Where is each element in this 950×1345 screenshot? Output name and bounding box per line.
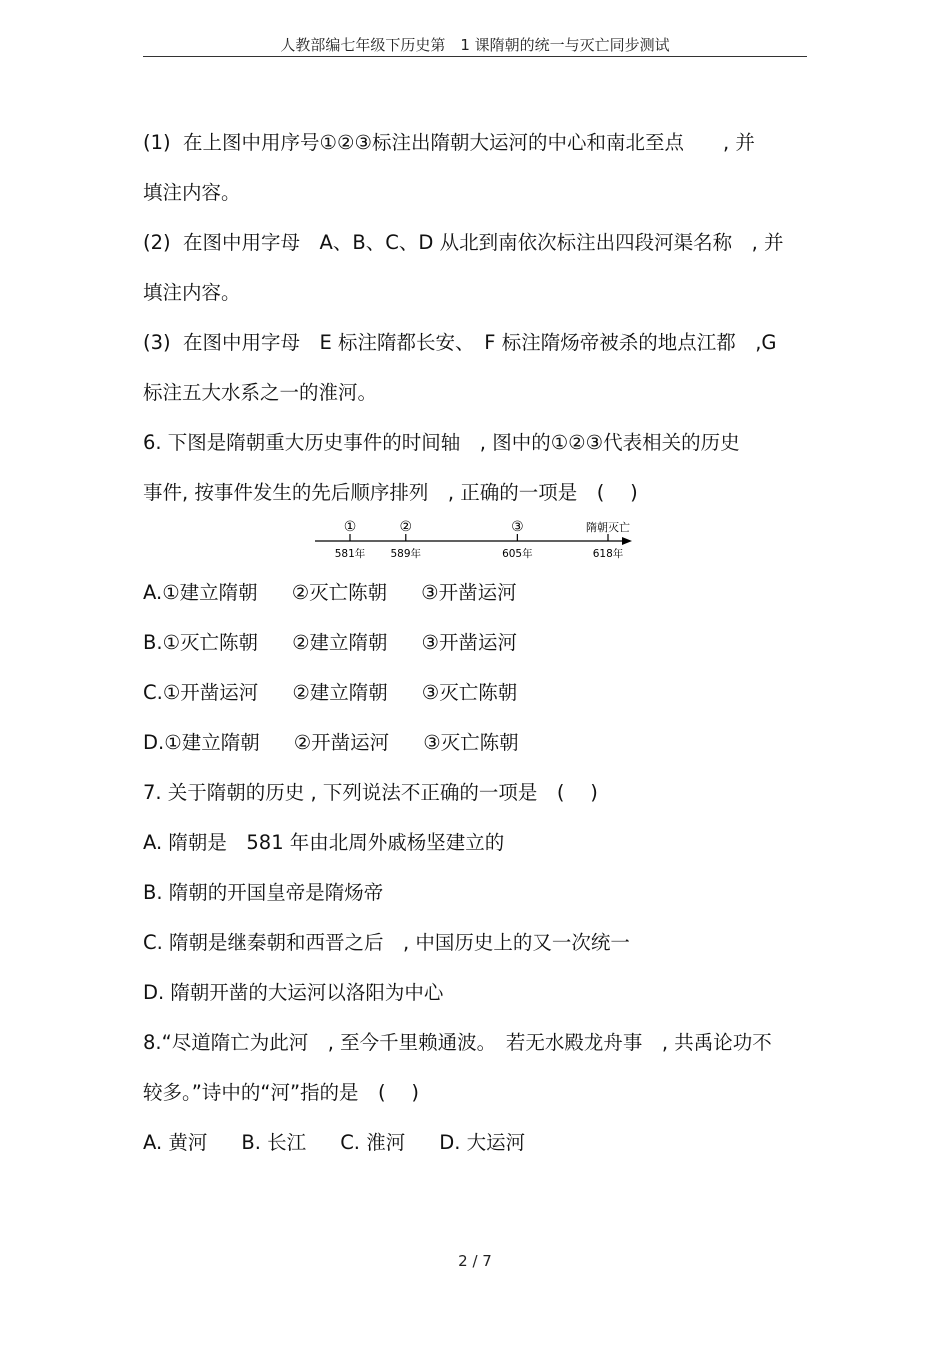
timeline-event-label-2: ② xyxy=(399,519,413,535)
q7-option-d: D. 隋朝开凿的大运河以洛阳为中心 xyxy=(143,981,444,1004)
q6-option-c-item2: ②建立隋朝 xyxy=(292,681,388,704)
q6-option-a-letter: A. xyxy=(143,581,163,604)
q6-option-c-item1: ①开凿运河 xyxy=(162,681,259,704)
q8-stem-line1: 8.“尽道隋亡为此河 , 至今千里赖通波。 若无水殿龙舟事 , 共禹论功不 xyxy=(143,1031,772,1054)
timeline-arrowhead xyxy=(622,537,632,545)
q5-part1-line2: 填注内容。 xyxy=(143,181,241,204)
header-rule xyxy=(143,56,807,57)
q5-part3-line1: (3) 在图中用字母 E 标注隋都长安、 F 标注隋炀帝被杀的地点江都 ,G xyxy=(143,331,777,354)
timeline-event-label-4: 隋朝灭亡 xyxy=(586,521,630,534)
q6-option-c-letter: C. xyxy=(143,681,163,704)
q6-option-d-item2: ②开凿运河 xyxy=(293,731,390,754)
q6-option-b-item1: ①灭亡陈朝 xyxy=(162,631,259,654)
timeline-figure xyxy=(310,515,640,565)
q6-option-b-item3: ③开凿运河 xyxy=(421,631,518,654)
timeline-year-label-2: 589年 xyxy=(390,548,422,560)
timeline-event-label-3: ③ xyxy=(511,519,524,535)
q8-stem-line2: 较多。”诗中的“河”指的是 ( ) xyxy=(143,1081,419,1104)
q6-option-b-letter: B. xyxy=(143,631,163,654)
page-header: 人教部编七年级下历史第 1 课隋朝的统一与灭亡同步测试 xyxy=(280,36,670,54)
q6-option-d-item1: ①建立隋朝 xyxy=(164,731,260,754)
q6-option-a-item3: ③开凿运河 xyxy=(421,581,517,604)
page-number: 2 / 7 xyxy=(458,1252,492,1270)
q7-stem: 7. 关于隋朝的历史 , 下列说法不正确的一项是 ( ) xyxy=(143,781,598,804)
timeline-year-label-4: 618年 xyxy=(592,548,624,560)
q6-option-a xyxy=(143,580,551,606)
q8-option-b: B. 长江 xyxy=(241,1131,307,1154)
q7-option-c: C. 隋朝是继秦朝和西晋之后 , 中国历史上的又一次统一 xyxy=(143,931,630,954)
q8-options xyxy=(143,1130,525,1156)
q6-option-b xyxy=(143,630,551,656)
q5-part2-line1: (2) 在图中用字母 A、B、C、D 从北到南依次标注出四段河渠名称 , 并 xyxy=(143,231,784,254)
q6-option-a-item1: ①建立隋朝 xyxy=(162,581,258,604)
q6-option-c-item3: ③灭亡陈朝 xyxy=(421,681,518,704)
q5-part1-line1: (1) 在上图中用序号①②③标注出隋朝大运河的中心和南北至点 , 并 xyxy=(143,131,755,154)
timeline-year-label-3: 605年 xyxy=(502,548,533,560)
q6-option-d-letter: D. xyxy=(143,731,165,754)
q6-stem-line2: 事件, 按事件发生的先后顺序排列 , 正确的一项是 ( ) xyxy=(143,481,638,504)
q6-option-c xyxy=(143,680,551,706)
q6-option-d-item3: ③灭亡陈朝 xyxy=(423,731,519,754)
q6-stem-line1: 6. 下图是隋朝重大历史事件的时间轴 , 图中的①②③代表相关的历史 xyxy=(143,431,740,454)
q7-option-b: B. 隋朝的开国皇帝是隋炀帝 xyxy=(143,881,384,904)
q5-part3-line2: 标注五大水系之一的淮河。 xyxy=(143,381,378,404)
q7-option-a: A. 隋朝是 581 年由北周外戚杨坚建立的 xyxy=(143,831,505,854)
q8-option-a: A. 黄河 xyxy=(143,1131,208,1154)
q8-option-c: C. 淮河 xyxy=(340,1131,406,1154)
timeline-year-label-1: 581年 xyxy=(334,548,366,560)
q8-option-d: D. 大运河 xyxy=(439,1131,526,1154)
q5-part2-line2: 填注内容。 xyxy=(143,281,241,304)
q6-option-b-item2: ②建立隋朝 xyxy=(292,631,388,654)
timeline-event-label-1: ① xyxy=(343,519,357,535)
q6-option-a-item2: ②灭亡陈朝 xyxy=(291,581,388,604)
q6-option-d xyxy=(143,730,553,756)
